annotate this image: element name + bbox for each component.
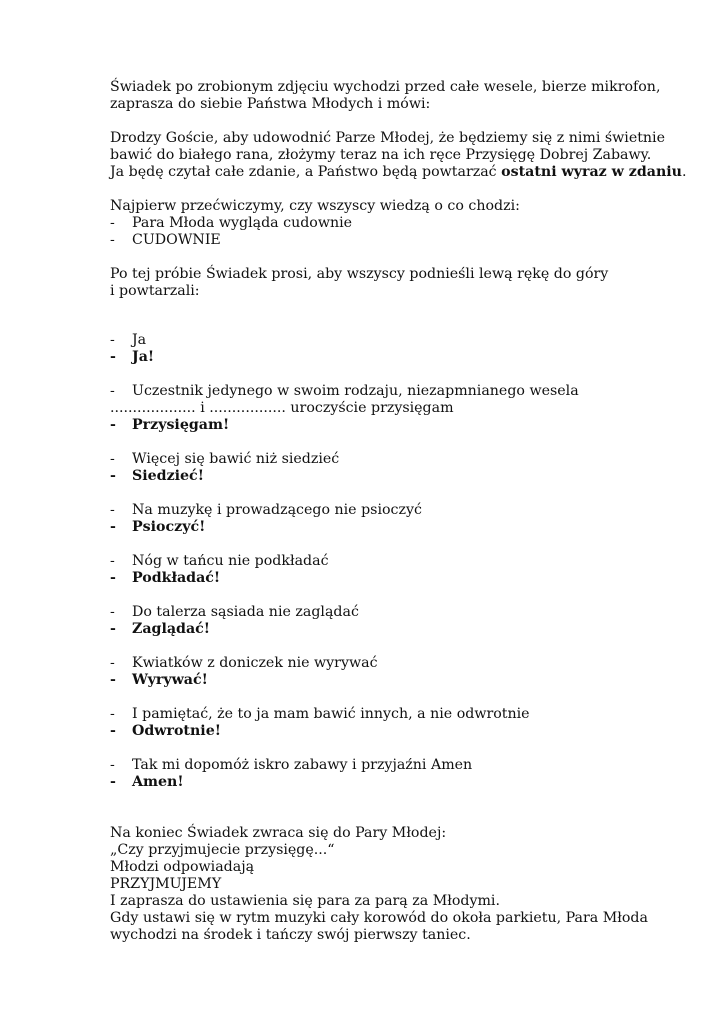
ending-line-1: Na koniec Świadek zwraca się do Pary Młodej: [110,825,447,841]
oath-ja-answer: Ja! [132,349,155,365]
dash-marker: - [110,417,116,433]
oath-pair-answer-line [110,570,700,587]
oath-pair-text: Więcej się bawić niż siedzieć [132,451,340,467]
oath-pair-line [110,757,700,774]
oath-pair-answer-line [110,621,700,638]
ending-line-5: I zaprasza do ustawienia się para za parą za Młodymi. [110,893,500,909]
oath-pair-answer-line [110,723,700,740]
oath-pair-text: Nóg w tańcu nie podkładać [132,553,329,569]
oath-pair-text: Do talerza sąsiada nie zaglądać [132,604,359,620]
oath-swear-answer: Przysięgam! [132,417,230,433]
speech-line-2: bawić do białego rana, złożymy teraz na ich ręce Przysięgę Dobrej Zabawy. [110,147,652,163]
practice-example: Para Młoda wygląda cudownie [132,215,353,231]
dash-marker: - [110,332,115,348]
oath-pair-answer: Podkładać! [132,570,221,586]
dash-marker: - [110,232,115,248]
dash-marker: - [110,723,116,739]
oath-pair-text: Tak mi dopomóż iskro zabawy i przyjaźni Amen [132,757,473,773]
dash-marker: - [110,519,116,535]
oath-pair-line [110,604,700,621]
speech-line-3-end: . [681,164,687,180]
dash-marker: - [110,502,115,518]
speech-emphasis: ostatni wyraz w zdaniu [501,164,682,180]
oath-pair-text: Kwiatków z doniczek nie wyrywać [132,655,378,671]
oath-pair-answer-line [110,672,700,689]
dash-marker: - [110,215,115,231]
oath-pair-answer: Amen! [132,774,184,790]
dash-marker: - [110,621,116,637]
practice-example-line [110,215,700,232]
dash-marker: - [110,604,115,620]
ending-line-4: PRZYJMUJEMY [110,876,222,892]
oath-pair-line [110,502,700,519]
dash-marker: - [110,383,115,399]
oath-pair-line [110,706,700,723]
oath-ja-answer-line [110,349,700,366]
oath-pair-answer-line [110,519,700,536]
oath-pair-text: I pamiętać, że to ja mam bawić innych, a nie odwrotnie [132,706,530,722]
dash-marker: - [110,553,115,569]
oath-pair-text: Na muzykę i prowadzącego nie psioczyć [132,502,422,518]
dash-marker: - [110,706,115,722]
ending-line-6: Gdy ustawi się w rytm muzyki cały korowód do okoła parkietu, Para Młoda [110,910,648,926]
dash-marker: - [110,655,115,671]
oath-blank-line: ................... i ................. uroczyście przysięgam [110,400,454,416]
oath-pair-answer: Odwrotnie! [132,723,221,739]
oath-pair-answer-line [110,774,700,791]
oath-pair-answer: Siedzieć! [132,468,204,484]
instruction-line-2: i powtarzali: [110,283,200,299]
oath-pair-answer-line [110,468,700,485]
dash-marker: - [110,349,116,365]
oath-swear-answer-line [110,417,700,434]
speech-line-1: Drodzy Goście, aby udowodnić Parze Młodej, że będziemy się z nimi świetnie [110,130,665,146]
oath-participant-line [110,383,700,400]
speech-line-3-start: Ja będę czytał całe zdanie, a Państwo będą powtarzać [110,164,502,180]
document-page [110,79,700,944]
oath-pair-answer: Wyrywać! [132,672,208,688]
dash-marker: - [110,774,116,790]
oath-participant-text: Uczestnik jedynego w swoim rodzaju, niezapmnianego wesela [132,383,579,399]
oath-pair-answer: Psioczyć! [132,519,206,535]
oath-ja-line [110,332,700,349]
dash-marker: - [110,451,115,467]
practice-answer-line [110,232,700,249]
practice-intro: Najpierw przećwiczymy, czy wszyscy wiedzą o co chodzi: [110,198,520,214]
dash-marker: - [110,468,116,484]
dash-marker: - [110,672,116,688]
oath-pair-line [110,553,700,570]
oath-pairs [110,434,700,791]
dash-marker: - [110,570,116,586]
ending-line-2: „Czy przyjmujecie przysięgę...“ [110,842,335,858]
oath-ja-text: Ja [132,332,147,348]
oath-pair-line [110,451,700,468]
instruction-line-1: Po tej próbie Świadek prosi, aby wszyscy podnieśli lewą rękę do góry [110,266,609,282]
speech-line-3 [110,164,700,181]
ending-line-7: wychodzi na środek i tańczy swój pierwszy taniec. [110,927,471,943]
intro-line-1: Świadek po zrobionym zdjęciu wychodzi przed całe wesele, bierze mikrofon, [110,79,661,95]
oath-pair-answer: Zaglądać! [132,621,211,637]
ending-line-3: Młodzi odpowiadają [110,859,255,875]
dash-marker: - [110,757,115,773]
oath-pair-line [110,655,700,672]
practice-answer: CUDOWNIE [132,232,221,248]
intro-line-2: zaprasza do siebie Państwa Młodych i mówi: [110,96,431,112]
